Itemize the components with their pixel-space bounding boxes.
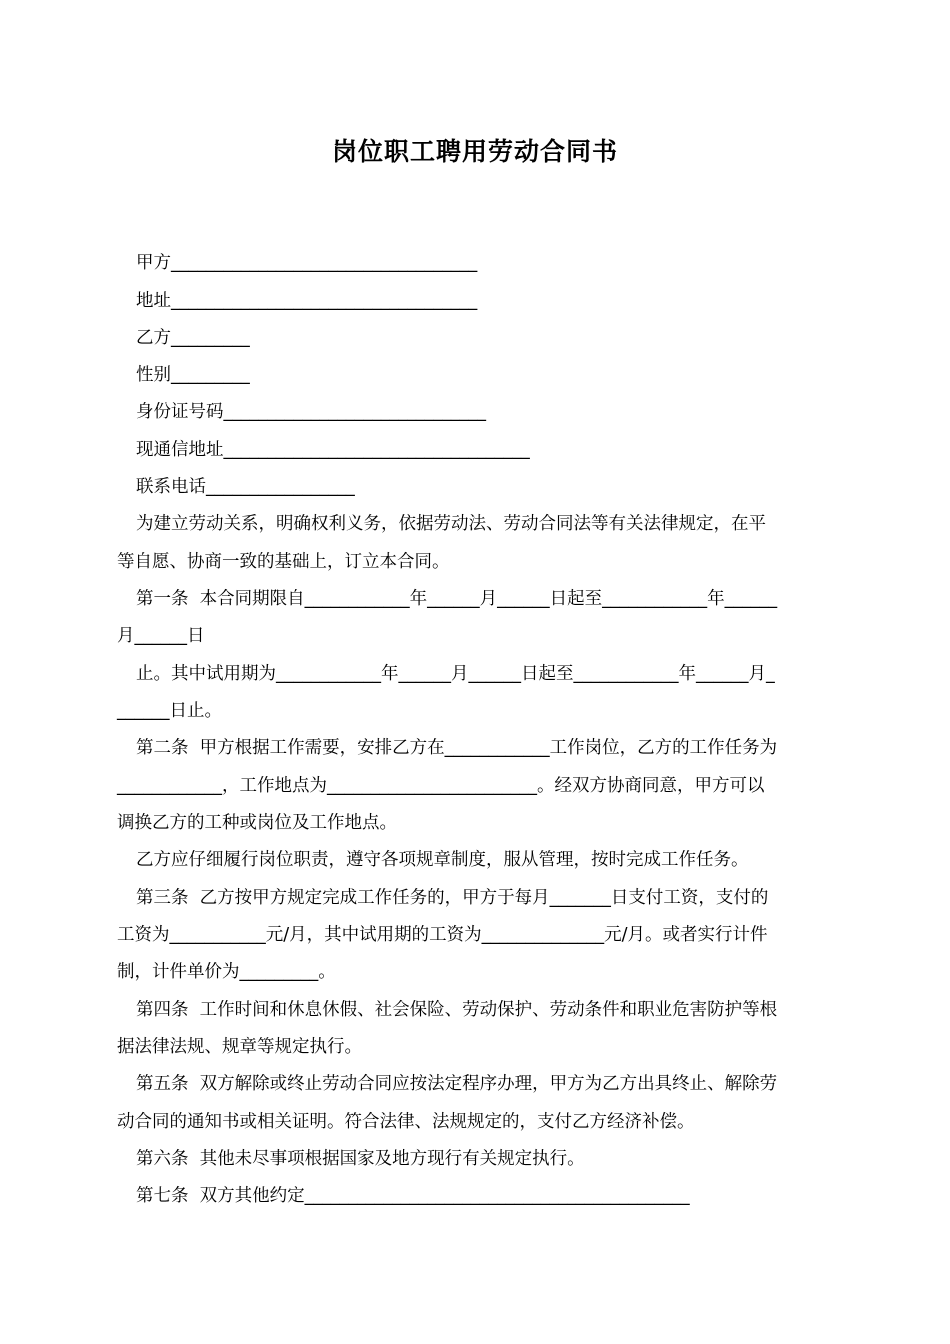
article-2-line-1: 第二条 甲方根据工作需要，安排乙方在____________工作岗位，乙方的工作任务为 — [136, 738, 778, 758]
mailing-address-line: 现通信地址___________________________________ — [136, 440, 530, 460]
article-4-line-2: 据法律法规、规章等规定执行。 — [117, 1037, 362, 1057]
article-5-line-2: 动合同的通知书或相关证明。符合法律、法规规定的，支付乙方经济补偿。 — [117, 1112, 695, 1132]
article-3-line-1: 第三条 乙方按甲方规定完成工作任务的，甲方于每月_______日支付工资，支付的 — [136, 888, 769, 908]
id-number-line: 身份证号码______________________________ — [136, 402, 486, 422]
article-1-line-4: ______日止。 — [117, 701, 222, 721]
article-7-line: 第七条 双方其他约定____________________________________________ — [136, 1186, 690, 1206]
article-1-line-1: 第一条 本合同期限自____________年______月______日起至____________年______ — [136, 589, 778, 609]
article-1-line-3: 止。其中试用期为____________年______月______日起至____________年______月_ — [136, 664, 775, 684]
preamble-line-1: 为建立劳动关系，明确权利义务，依据劳动法、劳动合同法等有关法律规定，在平 — [136, 514, 766, 534]
page-title: 岗位职工聘用劳动合同书 — [331, 137, 618, 166]
article-5-line-1: 第五条 双方解除或终止劳动合同应按法定程序办理，甲方为乙方出具终止、解除劳 — [136, 1074, 778, 1094]
article-2-line-3: 调换乙方的工种或岗位及工作地点。 — [117, 813, 397, 833]
address-line: 地址___________________________________ — [136, 291, 478, 311]
article-2-line-2: ____________，工作地点为________________________。经双方协商同意，甲方可以 — [117, 776, 765, 796]
article-3-line-3: 制，计件单价为_________。 — [117, 962, 336, 982]
article-2-line-4: 乙方应仔细履行岗位职责，遵守各项规章制度，服从管理，按时完成工作任务。 — [136, 850, 749, 870]
gender-line: 性别_________ — [136, 365, 250, 385]
article-3-line-2: 工资为___________元/月，其中试用期的工资为______________元/月。或者实行计件 — [117, 925, 768, 945]
preamble-line-2: 等自愿、协商一致的基础上，订立本合同。 — [117, 552, 450, 572]
article-1-line-2: 月______日 — [117, 626, 205, 646]
article-6-line: 第六条 其他未尽事项根据国家及地方现行有关规定执行。 — [136, 1149, 585, 1169]
article-4-line-1: 第四条 工作时间和休息休假、社会保险、劳动保护、劳动条件和职业危害防护等根 — [136, 1000, 778, 1020]
party-b-line: 乙方_________ — [136, 328, 250, 348]
party-a-line: 甲方___________________________________ — [136, 253, 478, 273]
phone-line: 联系电话_________________ — [136, 477, 355, 497]
